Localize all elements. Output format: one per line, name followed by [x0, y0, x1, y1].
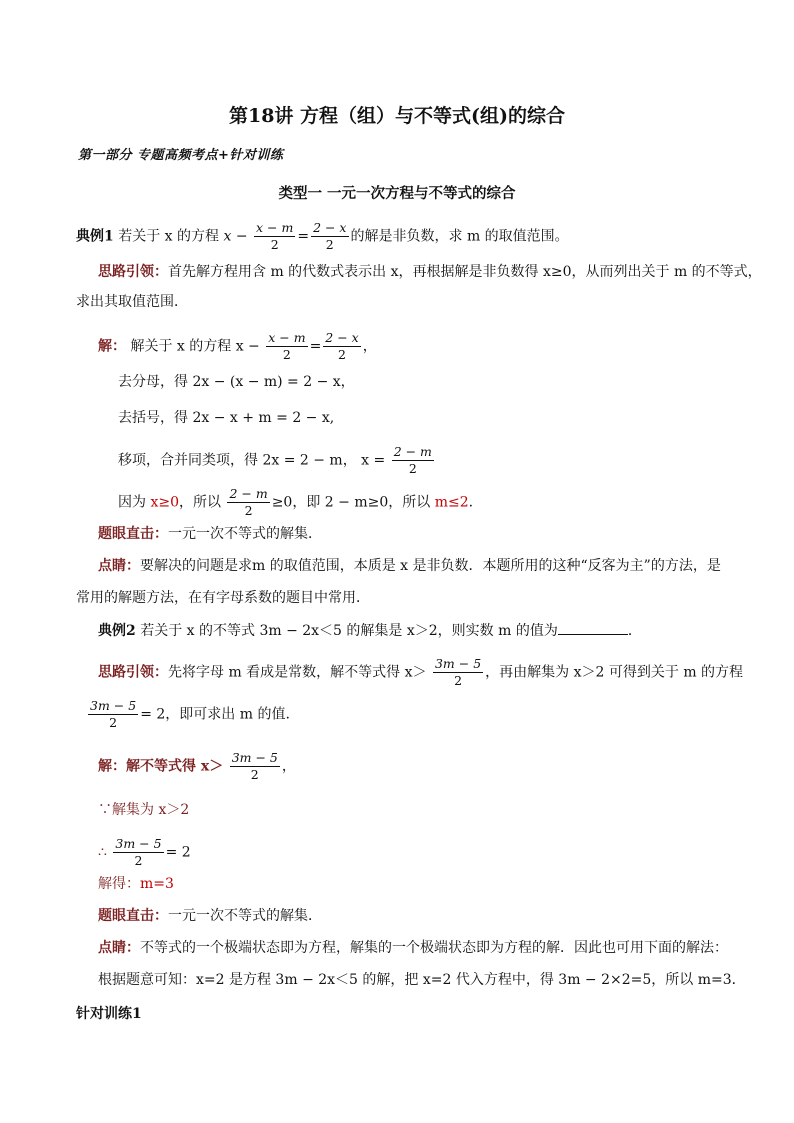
hint-text: 首先解方程用含 m 的代数式表示出 x，再根据解是非负数得 x≥0，从而列出关于 m 的不等式， — [168, 264, 762, 280]
denominator: 2 — [408, 461, 417, 476]
hint-text: 先将字母 m 看成是常数，解不等式得 x＞ — [168, 664, 427, 681]
highlight: m≤2 — [434, 494, 469, 511]
solution-label: 解： — [98, 338, 126, 355]
denominator: 2 — [244, 503, 253, 518]
example1-hint-cont: 求出其取值范围． — [76, 294, 188, 310]
fraction — [230, 750, 280, 783]
equals-sign: = — [297, 228, 310, 245]
fraction — [433, 656, 483, 689]
solution-text: 解关于 x 的方程 x − — [126, 338, 260, 355]
therefore-symbol: ∴ — [98, 844, 107, 861]
point-text: 不等式的一个极端状态即为方程，解集的一个极端状态即为方程的解．因此也可用下面的解法： — [140, 940, 728, 956]
result-label: 解得： — [98, 876, 140, 892]
example1-text: 若关于 x 的方程 — [113, 228, 224, 245]
fraction — [113, 836, 163, 869]
example1-key — [98, 524, 322, 544]
comma: ， — [281, 758, 296, 775]
numerator: 3m − 5 — [434, 656, 482, 671]
example2-hint-cont — [86, 698, 290, 731]
denominator: 2 — [109, 715, 118, 730]
numerator: 3m − 5 — [115, 836, 162, 851]
step4-text: ，所以 — [179, 494, 221, 511]
solution-text: 解：解不等式得 x＞ — [98, 758, 224, 775]
numerator: 2 − x — [313, 220, 347, 235]
fraction — [323, 330, 360, 363]
example2-solution — [98, 750, 296, 783]
key-label: 题眼直击： — [98, 526, 168, 542]
hint-text: = 2，即可求出 m 的值. — [140, 706, 290, 723]
type-heading: 类型一 一元一次方程与不等式的综合 — [278, 185, 516, 202]
period: . — [468, 494, 474, 511]
example2-point-cont: 根据题意可知：x=2 是方程 3m − 2x＜5 的解，把 x=2 代入方程中，得 3m − 2×2=5，所以 m=3． — [98, 972, 746, 988]
numerator: 2 − m — [229, 486, 268, 501]
highlight: m=3 — [140, 876, 174, 892]
denominator: 2 — [282, 347, 291, 362]
equation-end: = 2 — [165, 844, 191, 861]
hint-label: 思路引领： — [98, 264, 168, 280]
example2-statement — [98, 620, 642, 641]
example1-statement — [76, 220, 569, 253]
example2-hint — [98, 656, 743, 689]
solution-step-3 — [118, 444, 436, 477]
step4-text: 因为 — [118, 494, 151, 511]
therefore-line — [98, 836, 191, 869]
numerator: 3m − 5 — [231, 750, 278, 765]
hint-text: ，再由解集为 x＞2 可得到关于 m 的方程 — [485, 664, 744, 681]
section-heading: 第一部分 专题高频考点+针对训练 — [78, 148, 284, 163]
numerator: 3m − 5 — [90, 698, 137, 713]
answer-blank[interactable] — [558, 620, 628, 635]
numerator: 2 − m — [393, 444, 432, 459]
fraction — [88, 698, 138, 731]
step4-text: ≥0，即 2 − m≥0，所以 — [271, 494, 435, 511]
key-text: 一元一次不等式的解集． — [168, 526, 322, 542]
numerator: x − m — [268, 330, 306, 345]
example1-label: 典例1 — [76, 228, 114, 245]
fraction — [266, 330, 307, 363]
step3-text: 移项，合并同类项，得 2x = 2 − m， x = — [118, 452, 386, 469]
example1-point — [98, 556, 721, 576]
example1-text-end: 的解是非负数，求 m 的取值范围。 — [350, 228, 569, 245]
fraction — [227, 486, 269, 519]
var-x: x — [223, 228, 232, 245]
example2-text: 若关于 x 的不等式 3m − 2x＜5 的解集是 x＞2，则实数 m 的值为 — [135, 623, 558, 639]
key-text: 一元一次不等式的解集． — [168, 908, 322, 924]
hint-label: 思路引领： — [98, 664, 168, 681]
page-title: 第18讲 方程（组）与不等式(组)的综合 — [228, 105, 566, 127]
equals-sign: = — [309, 338, 322, 355]
because-line: ∵解集为 x＞2 — [98, 802, 190, 818]
example1-point-cont: 常用的解题方法，在有字母系数的题目中常用． — [76, 590, 370, 606]
solution-step-4 — [118, 486, 473, 519]
point-label: 点睛： — [98, 558, 140, 574]
result-line — [98, 874, 174, 894]
example1-solution-intro — [98, 330, 377, 363]
example1-hint — [98, 262, 762, 282]
training-heading: 针对训练1 — [76, 1006, 142, 1022]
numerator: 2 − x — [325, 330, 359, 345]
minus-sign: − — [235, 228, 248, 245]
key-label: 题眼直击： — [98, 908, 168, 924]
solution-step-2: 去括号，得 2x − x + m = 2 − x, — [118, 410, 335, 426]
fraction — [392, 444, 434, 477]
denominator: 2 — [270, 237, 279, 252]
example2-key — [98, 906, 322, 926]
comma: ， — [362, 338, 377, 355]
point-text: 要解决的问题是求m 的取值范围，本质是 x 是非负数．本题所用的这种“反客为主”的方法，是 — [140, 558, 721, 574]
denominator: 2 — [338, 347, 346, 362]
highlight: x≥0 — [150, 494, 179, 511]
point-label: 点睛： — [98, 940, 140, 956]
denominator: 2 — [454, 673, 463, 688]
example2-label: 典例2 — [98, 623, 136, 639]
denominator: 2 — [250, 767, 259, 782]
example2-point — [98, 938, 728, 958]
fraction — [254, 220, 295, 253]
solution-step-1: 去分母，得 2x − (x − m) = 2 − x， — [118, 374, 355, 390]
denominator: 2 — [134, 853, 143, 868]
denominator: 2 — [325, 237, 334, 252]
numerator: x − m — [256, 220, 294, 235]
fraction — [311, 220, 348, 253]
period: ． — [627, 623, 642, 639]
